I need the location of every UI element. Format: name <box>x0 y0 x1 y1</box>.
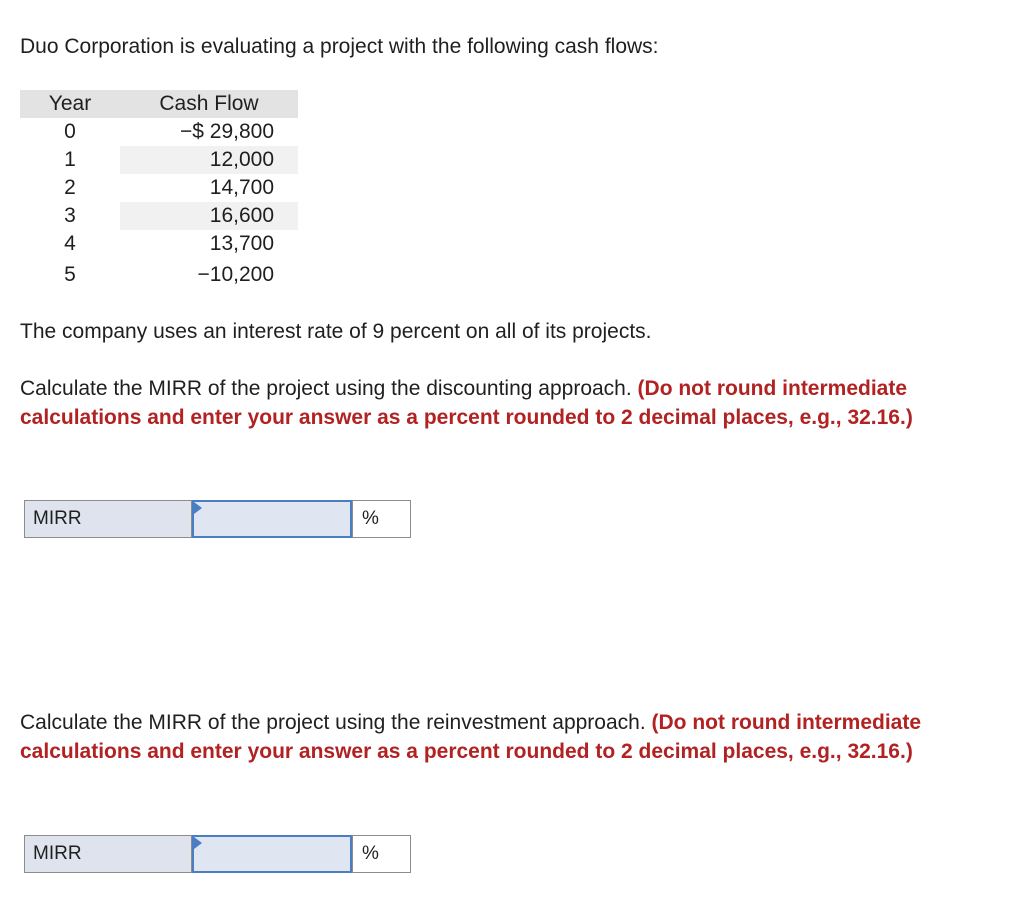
year-cell: 2 <box>64 176 76 199</box>
table-row <box>20 258 298 292</box>
table-row <box>20 146 298 174</box>
percent-unit: % <box>352 500 411 538</box>
cash-flow-table <box>20 90 298 292</box>
table-row <box>20 202 298 230</box>
cash-flow-cell: 12,000 <box>120 146 298 174</box>
intro-text: Duo Corporation is evaluating a project with the following cash flows: <box>20 35 659 58</box>
table-row <box>20 118 298 146</box>
cash-flow-cell: 14,700 <box>209 176 274 199</box>
interest-rate-text: The company uses an interest rate of 9 percent on all of its projects. <box>20 320 652 343</box>
table-header-row <box>20 90 298 118</box>
mirr-input-wrapper <box>192 500 352 538</box>
year-cell: 4 <box>64 232 76 255</box>
flag-icon <box>194 837 202 849</box>
table-row <box>20 230 298 258</box>
year-cell: 5 <box>64 263 76 286</box>
question-1-text: Calculate the MIRR of the project using the discounting approach. <box>20 377 632 400</box>
mirr-reinvestment-input[interactable] <box>192 835 352 873</box>
year-cell: 0 <box>64 120 76 143</box>
year-cell: 1 <box>64 148 76 171</box>
mirr-label: MIRR <box>24 500 192 538</box>
percent-unit: % <box>352 835 411 873</box>
cash-flow-header: Cash Flow <box>120 90 298 118</box>
flag-icon <box>194 502 202 514</box>
question-2-text: Calculate the MIRR of the project using the reinvestment approach. <box>20 711 646 734</box>
year-header: Year <box>20 90 120 118</box>
year-cell: 3 <box>64 204 76 227</box>
mirr-discounting-input[interactable] <box>192 500 352 538</box>
mirr-input-wrapper <box>192 835 352 873</box>
table-row <box>20 174 298 202</box>
mirr-label: MIRR <box>24 835 192 873</box>
answer-row-1 <box>24 500 411 538</box>
cash-flow-cell: 13,700 <box>209 232 274 255</box>
cash-flow-cell: −$ 29,800 <box>179 120 274 143</box>
answer-row-2 <box>24 835 411 873</box>
question-1-instruction: (Do not round intermediate calculations and enter your answer as a percent rounded to 2 decimal places, e.g., 32.16.) <box>20 377 913 429</box>
question-1 <box>20 374 1005 432</box>
cash-flow-cell: −10,200 <box>197 263 274 286</box>
question-2-instruction: (Do not round intermediate calculations and enter your answer as a percent rounded to 2 decimal places, e.g., 32.16.) <box>20 711 922 763</box>
question-2 <box>20 708 1005 766</box>
cash-flow-cell: 16,600 <box>120 202 298 230</box>
